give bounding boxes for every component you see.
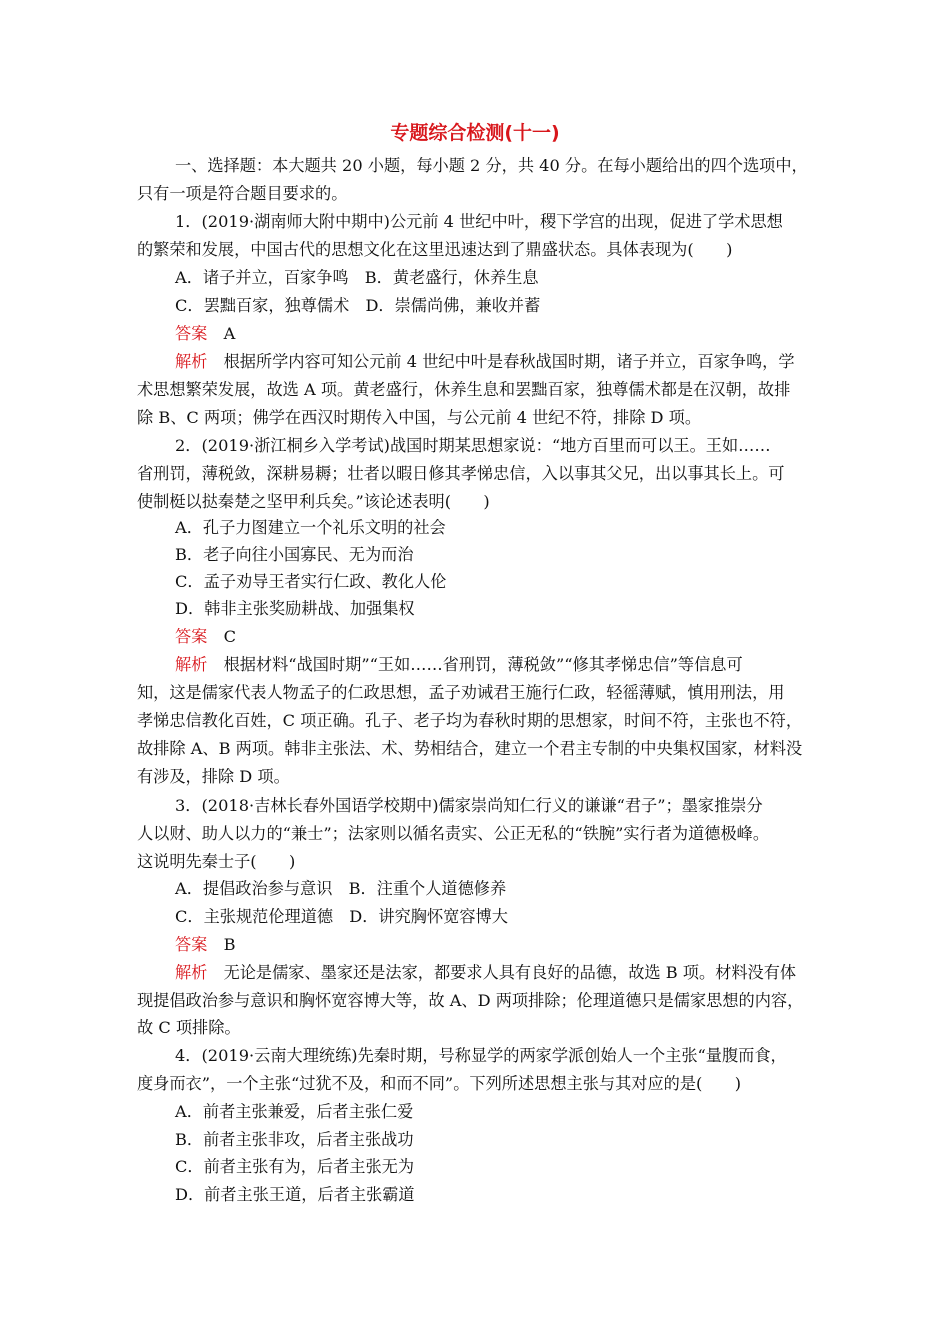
answer-label: 答案 xyxy=(175,935,208,954)
q3-stem-line: 3．(2018·吉林长春外国语学校期中)儒家崇尚知仁行义的谦谦“君子”；墨家推崇分 xyxy=(175,796,763,815)
q3-option-line: A．提倡政治参与意识 B．注重个人道德修养 xyxy=(175,879,507,898)
q4-option-line: C．前者主张有为，后者主张无为 xyxy=(175,1157,415,1176)
q2-analysis-line: 有涉及，排除 D 项。 xyxy=(137,767,290,786)
q2-answer-value: C xyxy=(223,627,236,646)
q2-analysis-line xyxy=(175,651,743,679)
q3-stem-line: 这说明先秦士子( ) xyxy=(137,852,296,871)
q2-analysis-line: 故排除 A、B 两项。韩非主张法、术、势相结合，建立一个君主专制的中央集权国家，材料没 xyxy=(137,739,803,758)
q3-analysis-text: 无论是儒家、墨家还是法家，都要求人具有良好的品德，故选 B 项。材料没有体 xyxy=(223,963,797,982)
page-title: 专题综合检测(十一) xyxy=(390,122,560,144)
q1-answer-value: A xyxy=(223,324,236,343)
q1-stem-line: 的繁荣和发展，中国古代的思想文化在这里迅速达到了鼎盛状态。具体表现为( ) xyxy=(137,240,733,259)
answer-label: 答案 xyxy=(175,324,208,343)
q1-option-line: C．罢黜百家，独尊儒术 D．崇儒尚佛，兼收并蓄 xyxy=(175,296,541,315)
analysis-label: 解析 xyxy=(175,963,208,982)
analysis-label: 解析 xyxy=(175,655,208,674)
q4-stem-line: 度身而衣”，一个主张“过犹不及，和而不同”。下列所述思想主张与其对应的是( ) xyxy=(137,1074,742,1093)
section-intro-line: 只有一项是符合题目要求的。 xyxy=(137,184,348,203)
q4-option-line: A．前者主张兼爱，后者主张仁爱 xyxy=(175,1102,414,1121)
section-intro-line: 一、选择题：本大题共 20 小题，每小题 2 分，共 40 分。在每小题给出的四个选项中， xyxy=(175,156,808,175)
q4-option-line: B．前者主张非攻，后者主张战功 xyxy=(175,1130,414,1149)
q2-option-line: A．孔子力图建立一个礼乐文明的社会 xyxy=(175,518,446,537)
q1-analysis-line: 除 B、C 两项；佛学在西汉时期传入中国，与公元前 4 世纪不符，排除 D 项。 xyxy=(137,408,702,427)
q2-stem-line: 省刑罚，薄税敛，深耕易耨；壮者以暇日修其孝悌忠信，入以事其父兄，出以事其长上。可 xyxy=(137,464,785,483)
q2-answer-line xyxy=(175,623,236,651)
q1-analysis-line: 术思想繁荣发展，故选 A 项。黄老盛行，休养生息和罢黜百家，独尊儒术都是在汉朝，故排 xyxy=(137,380,791,399)
q1-analysis-text: 根据所学内容可知公元前 4 世纪中叶是春秋战国时期，诸子并立，百家争鸣，学 xyxy=(223,352,795,371)
q3-option-line: C．主张规范伦理道德 D．讲究胸怀宽容博大 xyxy=(175,907,508,926)
q3-analysis-line: 现提倡政治参与意识和胸怀宽容博大等，故 A、D 两项排除；伦理道德只是儒家思想的内容， xyxy=(137,991,804,1010)
q3-answer-line xyxy=(175,931,235,959)
q2-option-line: B．老子向往小国寡民、无为而治 xyxy=(175,545,414,564)
q1-answer-line xyxy=(175,320,235,348)
q3-answer-value: B xyxy=(223,935,236,954)
q2-stem-line: 2．(2019·浙江桐乡入学考试)战国时期某思想家说：“地方百里而可以王。王如…… xyxy=(175,436,771,455)
q1-option-line: A．诸子并立，百家争鸣 B．黄老盛行，休养生息 xyxy=(175,268,539,287)
q4-option-line: D．前者主张王道，后者主张霸道 xyxy=(175,1185,415,1204)
q3-stem-line: 人以财、助人以力的“兼士”；法家则以循名责实、公正无私的“铁腕”实行者为道德极峰。 xyxy=(137,824,770,843)
q3-analysis-line: 故 C 项排除。 xyxy=(137,1018,241,1037)
q2-analysis-line: 知，这是儒家代表人物孟子的仁政思想，孟子劝诫君王施行仁政，轻徭薄赋，慎用刑法，用 xyxy=(137,683,785,702)
q3-analysis-line xyxy=(175,959,796,987)
q2-option-line: C．孟子劝导王者实行仁政、教化人伦 xyxy=(175,572,447,591)
q1-stem-line: 1．(2019·湖南师大附中期中)公元前 4 世纪中叶，稷下学宫的出现，促进了学术思想 xyxy=(175,212,783,231)
analysis-label: 解析 xyxy=(175,352,208,371)
q2-analysis-line: 孝悌忠信教化百姓，C 项正确。孔子、老子均为春秋时期的思想家，时间不符，主张也不符， xyxy=(137,711,803,730)
q2-analysis-text: 根据材料“战国时期”“王如……省刑罚，薄税敛”“修其孝悌忠信”等信息可 xyxy=(223,655,743,674)
q2-option-line: D．韩非主张奖励耕战、加强集权 xyxy=(175,599,415,618)
q1-analysis-line xyxy=(175,348,795,376)
q4-stem-line: 4．(2019·云南大理统练)先秦时期，号称显学的两家学派创始人一个主张“量腹而食， xyxy=(175,1046,787,1065)
q2-stem-line: 使制梃以挞秦楚之坚甲利兵矣。”该论述表明( ) xyxy=(137,492,490,511)
answer-label: 答案 xyxy=(175,627,208,646)
